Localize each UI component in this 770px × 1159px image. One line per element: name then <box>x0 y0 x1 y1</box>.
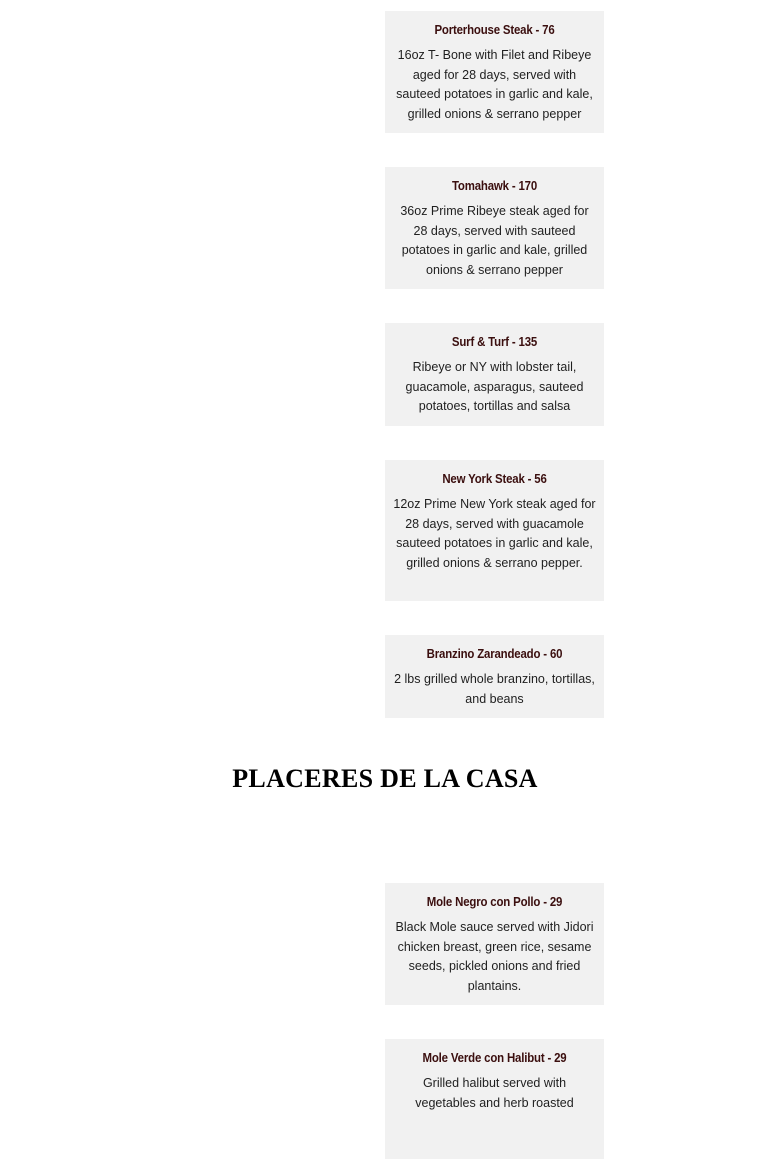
menu-item-card <box>385 883 604 1005</box>
menu-item-description: 36oz Prime Ribeye steak aged for 28 days, served with sauteed potatoes in garlic and kale, grilled onions & serrano pepper <box>400 204 589 277</box>
section-heading: PLACERES DE LA CASA <box>232 764 538 793</box>
menu-item-card <box>385 323 604 426</box>
menu-item-card <box>385 1039 604 1159</box>
menu-item-description: Black Mole sauce served with Jidori chicken breast, green rice, sesame seeds, pickled onions and fried plantains. <box>395 920 594 993</box>
menu-item-card <box>385 635 604 718</box>
menu-item-description: 2 lbs grilled whole branzino, tortillas, and beans <box>394 672 595 706</box>
menu-item-title: New York Steak - 56 <box>442 471 547 486</box>
menu-item-description: Grilled halibut served with vegetables and herb roasted <box>415 1076 574 1110</box>
menu-item-card <box>385 460 604 601</box>
menu-item-title: Mole Verde con Halibut - 29 <box>422 1050 567 1065</box>
menu-item-title: Tomahawk - 170 <box>451 178 538 193</box>
menu-item-description: 16oz T- Bone with Filet and Ribeye aged for 28 days, served with sauteed potatoes in garlic and kale, grilled onions & serrano pepper <box>396 48 593 121</box>
menu-item-card <box>385 167 604 289</box>
menu-item-card <box>385 11 604 133</box>
menu-item-title: Branzino Zarandeado - 60 <box>426 646 563 661</box>
menu-item-title: Surf & Turf - 135 <box>451 334 538 349</box>
menu-item-description: 12oz Prime New York steak aged for 28 days, served with guacamole sauteed potatoes in garlic and kale, grilled onions & serrano pepper. <box>393 497 596 570</box>
menu-item-title: Porterhouse Steak - 76 <box>434 22 555 37</box>
menu-item-description: Ribeye or NY with lobster tail, guacamole, asparagus, sauteed potatoes, tortillas and salsa <box>405 360 584 413</box>
menu-item-title: Mole Negro con Pollo - 29 <box>426 894 563 909</box>
